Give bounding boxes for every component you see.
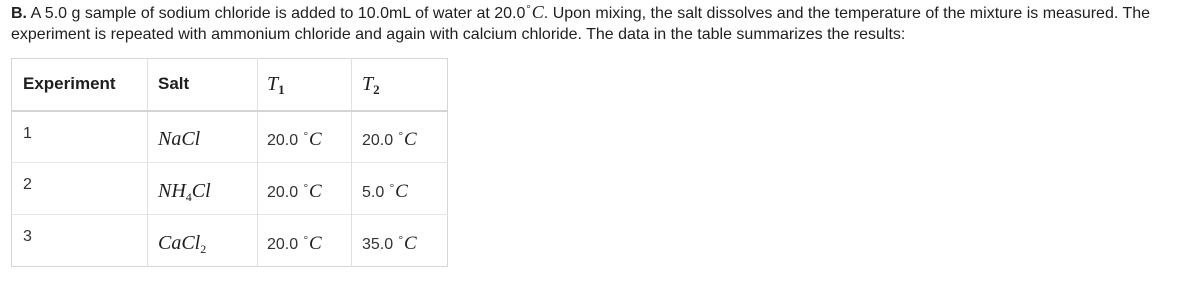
part-label: B. (11, 5, 27, 22)
experiment-number: 3 (23, 228, 32, 245)
table-row (12, 163, 448, 215)
t2-unit: C (404, 128, 417, 150)
t1-value: 20.0 (267, 235, 299, 253)
t2-cell (352, 111, 448, 163)
degree-symbol: ° (398, 129, 403, 142)
header-t2-subscript: 2 (373, 81, 380, 97)
experiment-number: 2 (23, 176, 32, 193)
results-table (11, 58, 448, 267)
t1-unit: C (309, 128, 322, 150)
salt-formula-tail: Cl (191, 180, 211, 202)
t2-value: 20.0 (362, 131, 394, 149)
salt-formula (148, 163, 258, 215)
t2-cell (352, 163, 448, 215)
problem-statement (11, 2, 1186, 45)
header-t1 (258, 59, 352, 111)
t1-cell (258, 215, 352, 267)
header-experiment: Experiment (12, 59, 148, 111)
header-t1-subscript: 1 (278, 81, 285, 97)
salt-formula-base: NH (158, 180, 186, 202)
t2-value: 35.0 (362, 235, 394, 253)
t1-unit: C (309, 232, 322, 254)
table-row (12, 111, 448, 163)
t2-value: 5.0 (362, 183, 385, 201)
salt-formula-subscript: 2 (200, 242, 207, 256)
t1-unit: C (309, 180, 322, 202)
t2-unit: C (404, 232, 417, 254)
t1-cell (258, 163, 352, 215)
degree-symbol: ° (398, 233, 403, 246)
salt-formula (148, 215, 258, 267)
statement-text-start: A 5.0 g sample of sodium chloride is added to 10.0mL of water at 20.0 (27, 5, 526, 22)
degree-symbol: ° (389, 181, 395, 194)
degree-symbol: ° (303, 233, 308, 246)
t1-value: 20.0 (267, 183, 299, 201)
salt-formula (148, 111, 258, 163)
t2-unit: C (395, 180, 408, 202)
t2-cell (352, 215, 448, 267)
degree-symbol: ° (303, 129, 308, 142)
experiment-number: 1 (23, 124, 32, 142)
salt-formula-subscript: 4 (185, 190, 192, 204)
degree-symbol: ° (303, 181, 308, 194)
t1-value: 20.0 (267, 131, 299, 149)
salt-formula-base: CaCl (158, 232, 201, 254)
degree-symbol: ° (526, 3, 531, 15)
table-header-row (12, 59, 448, 111)
temperature-unit: C (531, 2, 544, 22)
table-row (12, 215, 448, 267)
header-t1-symbol: T (267, 72, 279, 95)
salt-formula-base: NaCl (158, 128, 201, 151)
t1-cell (258, 111, 352, 163)
header-salt: Salt (148, 59, 258, 111)
header-t2 (352, 59, 448, 111)
results-table-container (11, 58, 448, 267)
header-t2-symbol: T (362, 72, 374, 95)
statement-text-end: . Upon mixing, the salt dissolves and the temperature of the mixture is measured. The experiment is repeated with ammonium chloride and again with calcium chloride. The data in the table summarizes the results: (11, 5, 1151, 43)
